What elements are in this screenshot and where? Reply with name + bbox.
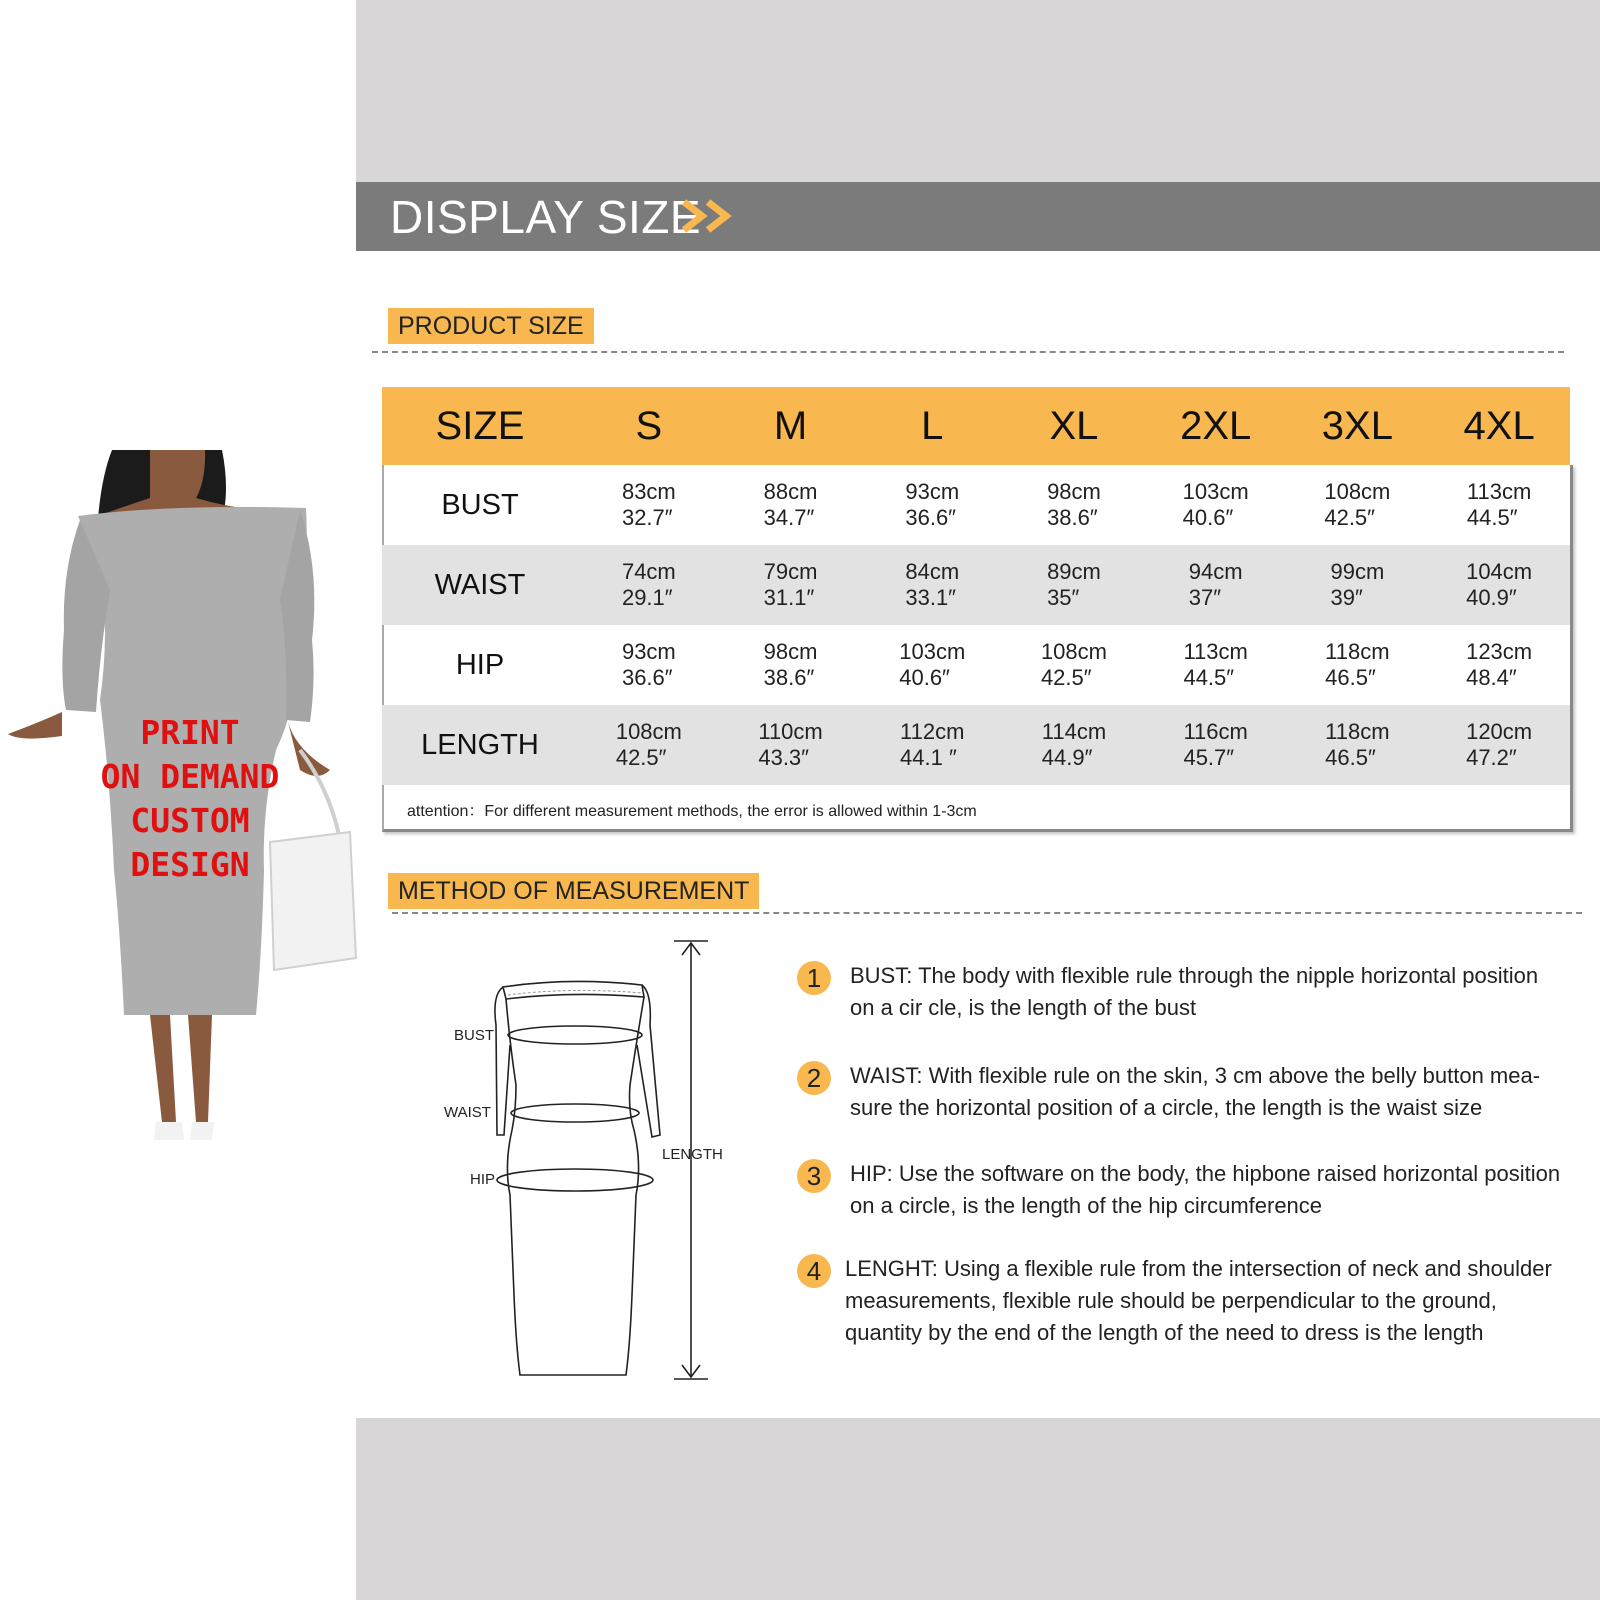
inch-value: 44.1 ″ — [900, 745, 957, 770]
method-tag: METHOD OF MEASUREMENT — [388, 873, 759, 909]
column-header: 3XL — [1287, 387, 1429, 465]
inch-value: 42.5″ — [1040, 665, 1092, 690]
step-line: LENGHT: Using a flexible rule from the intersection of neck and shoulder — [845, 1256, 1552, 1281]
size-cell — [1003, 705, 1145, 785]
inch-value: 44.5″ — [1466, 505, 1518, 530]
double-chevron-icon — [680, 198, 740, 234]
promo-line: PRINT — [140, 713, 240, 752]
size-values — [622, 639, 676, 691]
size-cell — [1003, 625, 1145, 705]
inch-value: 42.5″ — [615, 745, 667, 770]
cm-value: 84cm — [905, 559, 960, 584]
inch-value: 36.6″ — [621, 665, 673, 690]
cm-value: 93cm — [905, 479, 960, 504]
diagram-label-waist: WAIST — [444, 1104, 491, 1121]
cm-value: 112cm — [900, 719, 965, 744]
size-cell — [1428, 465, 1570, 545]
size-cell — [578, 625, 720, 705]
size-values — [900, 719, 964, 771]
cm-value: 83cm — [621, 479, 676, 504]
table-row — [382, 465, 1570, 545]
inch-value: 36.6″ — [905, 505, 956, 530]
cm-value: 114cm — [1041, 719, 1107, 744]
cm-value: 120cm — [1466, 719, 1533, 744]
cm-value: 94cm — [1188, 559, 1243, 584]
step-description-1 — [850, 960, 1538, 1024]
cm-value: 123cm — [1466, 639, 1533, 664]
column-header: M — [720, 387, 862, 465]
size-table — [382, 387, 1570, 785]
step-number-4: 4 — [797, 1254, 831, 1288]
size-values — [905, 479, 959, 531]
inch-value: 33.1″ — [905, 585, 956, 610]
size-cell — [1145, 465, 1287, 545]
table-row — [382, 705, 1570, 785]
step-line: HIP: Use the software on the body, the hipbone raised horizontal position — [850, 1161, 1561, 1186]
size-cell — [1428, 705, 1570, 785]
size-values — [1325, 719, 1389, 771]
size-values — [764, 479, 818, 531]
column-header: L — [861, 387, 1003, 465]
step-line: BUST: The body with flexible rule through the nipple horizontal position — [850, 963, 1539, 988]
row-header: BUST — [441, 489, 519, 521]
inch-value: 29.1″ — [621, 585, 673, 610]
size-cell — [720, 545, 862, 625]
cm-value: 98cm — [763, 639, 818, 664]
step-line: measurements, flexible rule should be perpendicular to the ground, — [845, 1288, 1497, 1313]
inch-value: 48.4″ — [1466, 665, 1517, 690]
cm-value: 103cm — [1182, 479, 1249, 504]
attention-note: attention：For different measurement methods, the error is allowed within 1-3cm — [407, 803, 977, 820]
size-values — [1047, 479, 1101, 531]
size-cell — [1003, 465, 1145, 545]
cm-value: 108cm — [615, 719, 682, 744]
top-gray-panel — [356, 0, 1600, 182]
inch-value: 47.2″ — [1466, 745, 1517, 770]
print-on-demand-text — [90, 711, 290, 887]
size-cell — [720, 465, 862, 545]
inch-value: 31.1″ — [763, 585, 815, 610]
column-header: S — [578, 387, 720, 465]
size-cell — [1287, 545, 1429, 625]
diagram-label-hip: HIP — [470, 1171, 496, 1188]
column-header: XL — [1003, 387, 1145, 465]
step-description-3 — [850, 1158, 1560, 1222]
diagram-label-bust: BUST — [454, 1027, 495, 1044]
size-cell — [1287, 465, 1429, 545]
inch-value: 44.5″ — [1183, 665, 1235, 690]
inch-value: 45.7″ — [1183, 745, 1235, 770]
inch-value: 43.3″ — [758, 745, 809, 770]
step-line: sure the horizontal position of a circle, the length is the waist size — [850, 1095, 1483, 1120]
size-values — [1466, 719, 1532, 771]
size-values — [622, 559, 676, 611]
size-cell — [1145, 545, 1287, 625]
size-cell — [578, 545, 720, 625]
cm-value: 118cm — [1325, 639, 1390, 664]
size-values — [764, 559, 818, 611]
cm-value: 99cm — [1330, 559, 1385, 584]
step-number-1: 1 — [797, 961, 831, 995]
size-values — [622, 479, 676, 531]
cm-value: 113cm — [1183, 639, 1248, 664]
promo-line: CUSTOM — [130, 801, 250, 840]
method-divider — [392, 912, 1582, 914]
inch-value: 37″ — [1188, 585, 1222, 610]
size-values — [1047, 559, 1101, 611]
size-cell — [861, 625, 1003, 705]
cm-value: 108cm — [1040, 639, 1107, 664]
size-cell — [720, 625, 862, 705]
step-description-4 — [845, 1253, 1552, 1349]
size-values — [1042, 719, 1106, 771]
step-line: on a cir cle, is the length of the bust — [850, 995, 1197, 1020]
promo-line: DESIGN — [130, 845, 250, 884]
product-size-tag: PRODUCT SIZE — [388, 308, 594, 344]
size-cell — [1287, 625, 1429, 705]
cm-value: 108cm — [1324, 479, 1391, 504]
column-header: SIZE — [382, 387, 578, 465]
display-size-title: DISPLAY SIZE — [390, 191, 702, 243]
size-cell — [578, 465, 720, 545]
cm-value: 79cm — [763, 559, 818, 584]
step-line: quantity by the end of the length of the need to dress is the length — [845, 1320, 1484, 1345]
size-table-header — [382, 387, 1570, 465]
cm-value: 110cm — [758, 719, 823, 744]
product-size-divider — [372, 351, 1564, 353]
cm-value: 98cm — [1047, 479, 1101, 504]
size-cell — [861, 545, 1003, 625]
cm-value: 104cm — [1466, 559, 1533, 584]
cm-value: 74cm — [621, 559, 676, 584]
inch-value: 42.5″ — [1324, 505, 1375, 530]
size-cell — [1287, 705, 1429, 785]
inch-value: 46.5″ — [1325, 745, 1376, 770]
step-line: WAIST: With flexible rule on the skin, 3 cm above the belly button mea- — [850, 1063, 1541, 1088]
size-values — [905, 559, 959, 611]
cm-value: 116cm — [1183, 719, 1248, 744]
inch-value: 40.6″ — [899, 665, 950, 690]
size-values — [1467, 479, 1531, 531]
inch-value: 38.6″ — [1047, 505, 1098, 530]
size-values — [1325, 639, 1389, 691]
size-values — [1183, 479, 1249, 531]
step-description-2 — [850, 1060, 1540, 1124]
size-values — [758, 719, 822, 771]
size-values — [1183, 719, 1247, 771]
size-values — [616, 719, 682, 771]
promo-line: ON DEMAND — [100, 757, 280, 796]
size-values — [1324, 479, 1390, 531]
size-cell — [1428, 545, 1570, 625]
size-values — [1183, 639, 1247, 691]
cm-value: 89cm — [1047, 559, 1101, 584]
inch-value: 39″ — [1330, 585, 1363, 610]
size-cell — [1145, 705, 1287, 785]
size-cell — [720, 705, 862, 785]
step-line: on a circle, is the length of the hip circumference — [850, 1193, 1323, 1218]
inch-value: 40.9″ — [1466, 585, 1517, 610]
size-cell — [578, 705, 720, 785]
table-row — [382, 545, 1570, 625]
column-header: 4XL — [1428, 387, 1570, 465]
size-cell — [861, 465, 1003, 545]
size-cell — [861, 705, 1003, 785]
size-cell — [1428, 625, 1570, 705]
size-cell — [1003, 545, 1145, 625]
inch-value: 35″ — [1047, 585, 1080, 610]
table-row — [382, 625, 1570, 705]
size-values — [1330, 559, 1384, 611]
bottom-gray-panel — [356, 1418, 1600, 1600]
diagram-label-length: LENGTH — [662, 1146, 723, 1163]
inch-value: 38.6″ — [763, 665, 815, 690]
row-header: WAIST — [382, 545, 578, 625]
step-number-3: 3 — [797, 1159, 831, 1193]
inch-value: 44.9″ — [1041, 745, 1093, 770]
cm-value: 103cm — [899, 639, 966, 664]
size-values — [1189, 559, 1243, 611]
cm-value: 93cm — [621, 639, 676, 664]
size-values — [1466, 639, 1532, 691]
row-header: LENGTH — [382, 705, 578, 785]
inch-value: 46.5″ — [1325, 665, 1376, 690]
column-header: 2XL — [1145, 387, 1287, 465]
inch-value: 34.7″ — [763, 505, 815, 530]
step-number-2: 2 — [797, 1061, 831, 1095]
cm-value: 118cm — [1325, 719, 1390, 744]
size-cell — [1145, 625, 1287, 705]
size-values — [1041, 639, 1107, 691]
cm-value: 113cm — [1466, 479, 1532, 504]
inch-value: 40.6″ — [1182, 505, 1234, 530]
cm-value: 88cm — [763, 479, 818, 504]
size-values — [764, 639, 818, 691]
size-values — [1466, 559, 1532, 611]
row-header: HIP — [455, 649, 505, 681]
size-values — [899, 639, 965, 691]
inch-value: 32.7″ — [621, 505, 673, 530]
